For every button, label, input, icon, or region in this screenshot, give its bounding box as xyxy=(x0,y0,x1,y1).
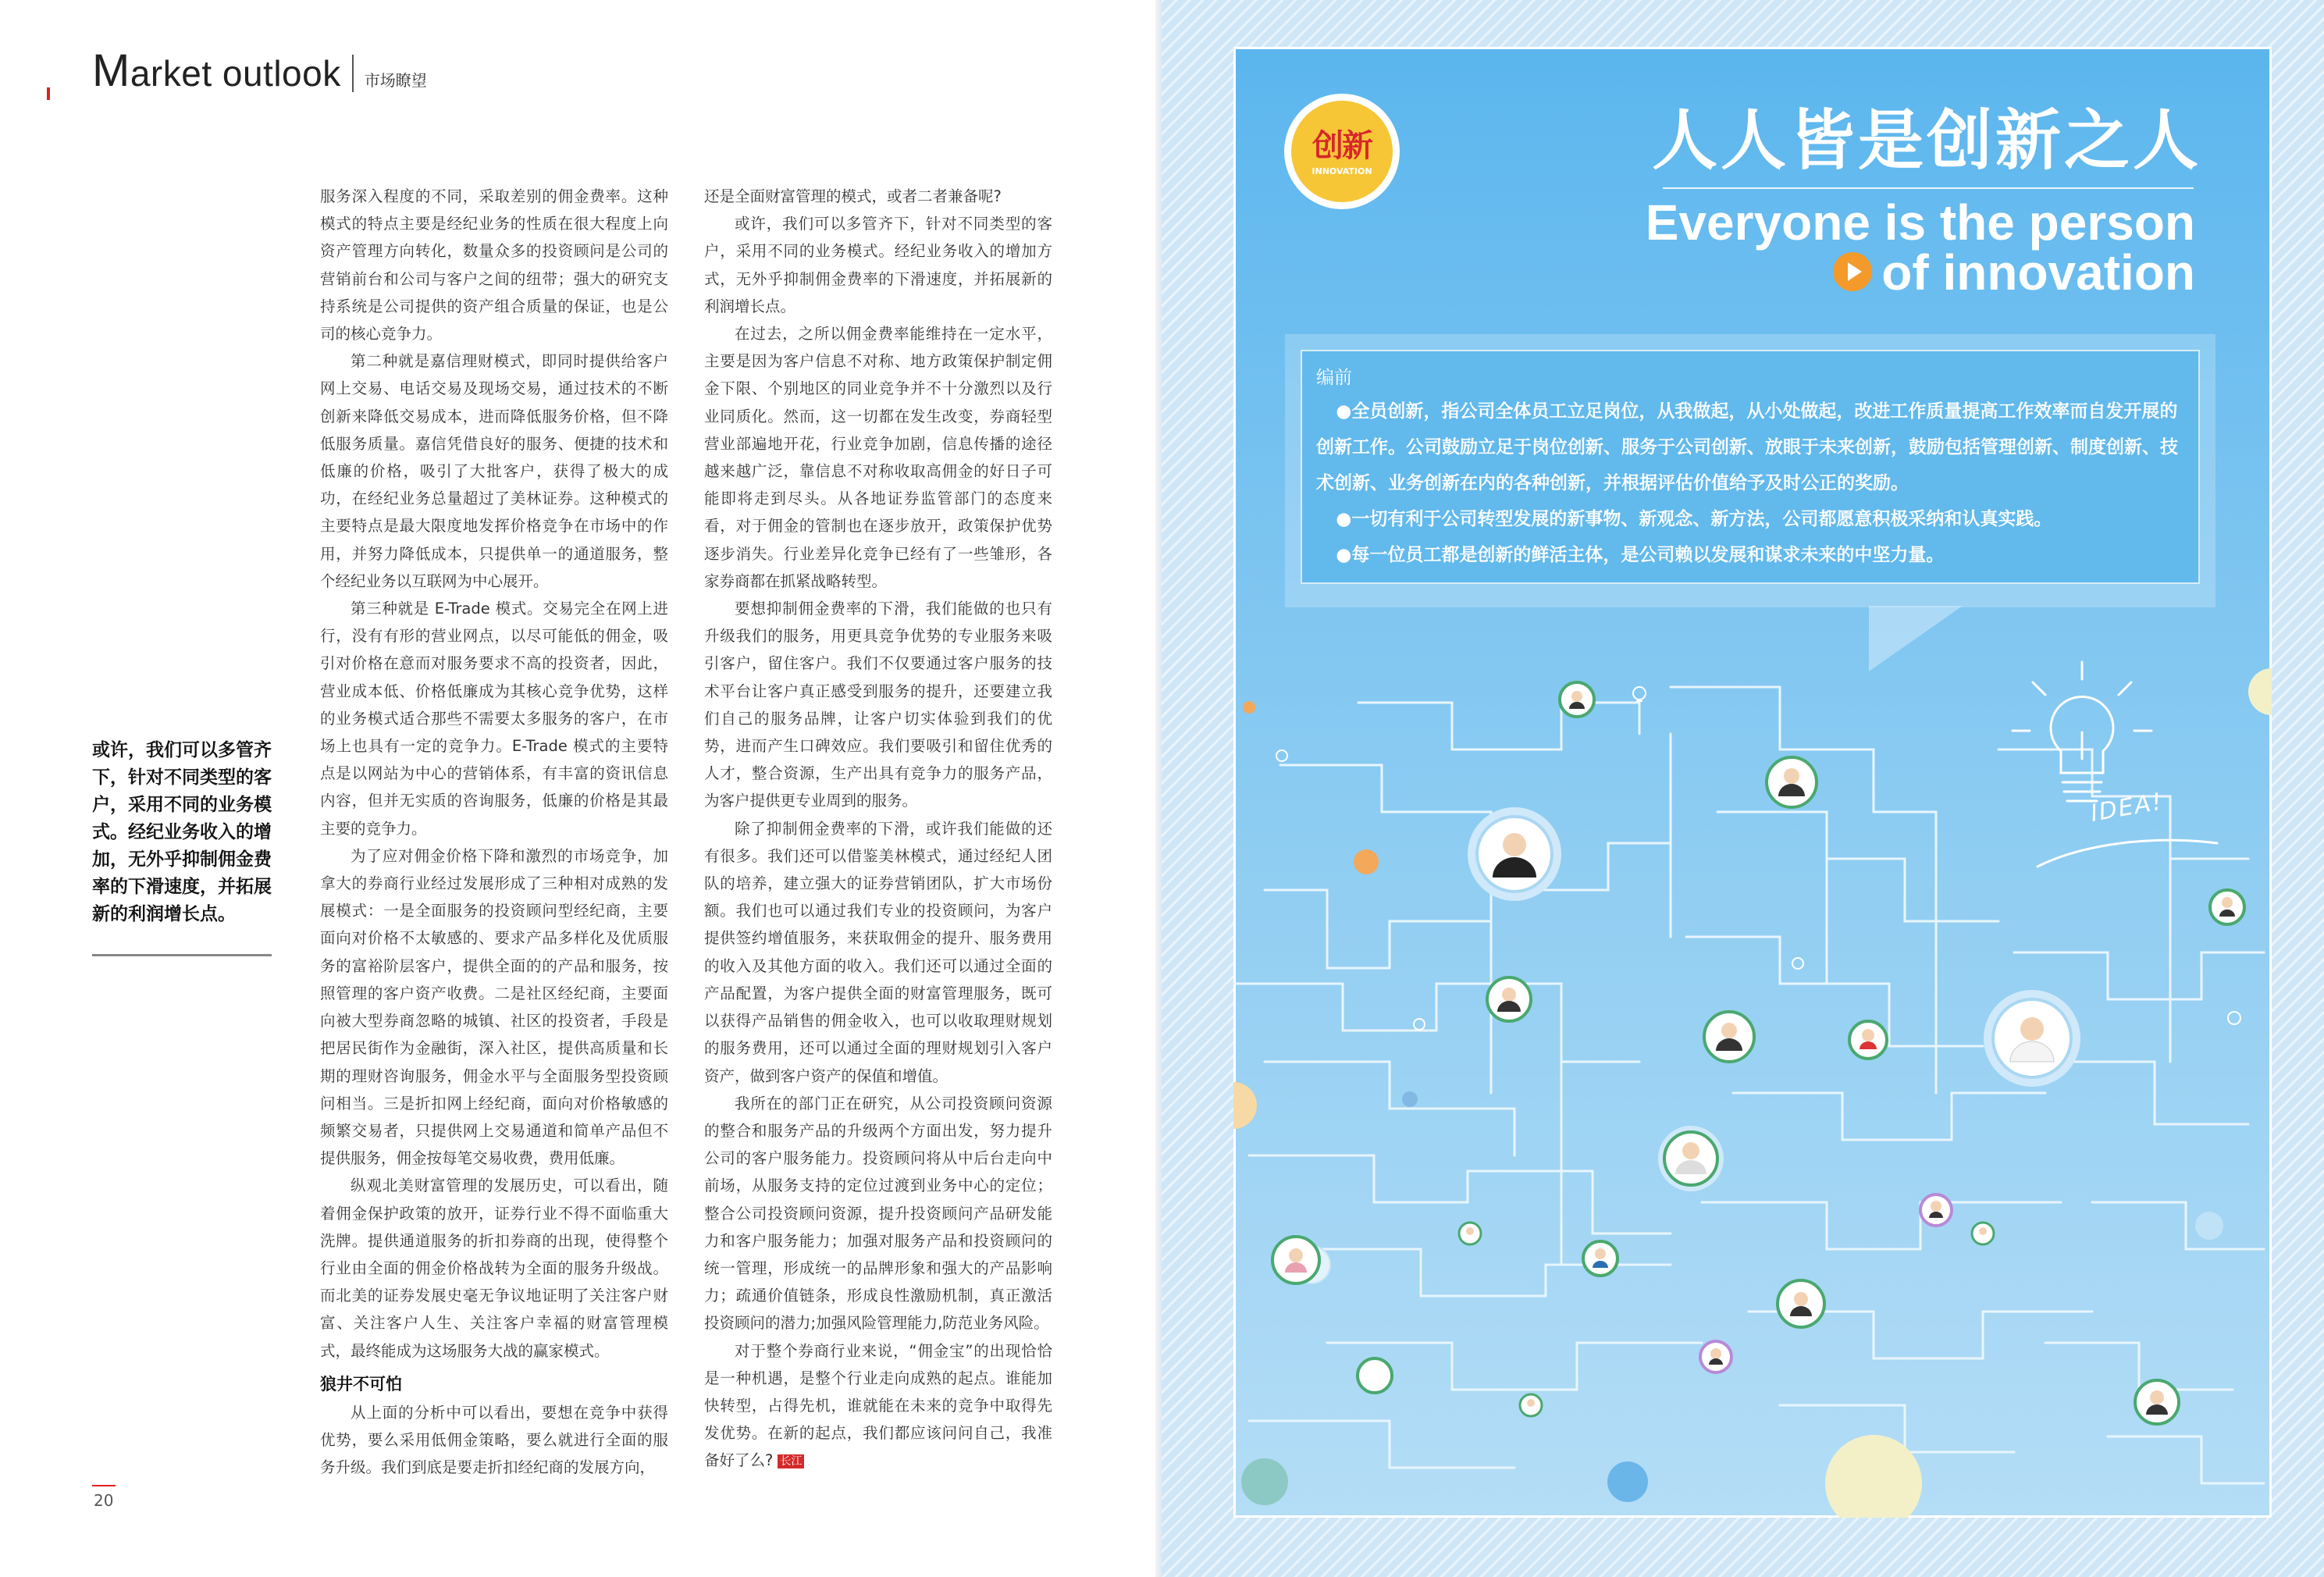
badge-text: 创新 xyxy=(1312,127,1372,164)
paragraph: 除了抑制佣金费率的下滑，或许我们能做的还有很多。我们还可以借鉴美林模式，通过经纪人团队的培养，建立强大的证券营销团队，扩大市场份额。我们也可以通过我们专业的投资顾问，为客户提供签约增值服务，来获取佣金的提升、服务费用的收入及其他方面的收入。我们还可以通过全面的产品配置，为客户提供全面的财富管理服务，既可以获得产品销售的佣金收入，也可以收取理财规划的服务费用，还可以通过全面的理财规划引入客户资产，做到客户资产的保值和增值。 xyxy=(704,819,1052,1085)
editor-bullet: ●每一位员工都是创新的鲜活主体，是公司赖以发展和谋求未来的中坚力量。 xyxy=(1336,545,1945,565)
section-header xyxy=(92,45,427,96)
avatar xyxy=(1583,1241,1618,1276)
end-mark: 长江 xyxy=(778,1454,804,1468)
avatar xyxy=(1984,990,2080,1087)
header-divider xyxy=(352,55,354,92)
section-title-rest: arket outlook xyxy=(130,53,341,94)
avatar xyxy=(1700,1341,1731,1372)
avatar xyxy=(1520,1394,1542,1416)
paragraph: 要想抑制佣金费率的下滑，我们能做的也只有升级我们的服务，用更具竞争优势的专业服务来吸引客户，留住客户。我们不仅要通过客户服务的技术平台让客户真正感受到服务的提升，还要建立我们自己的服务品牌，让客户切实体验到我们的优势，进而产生口碑效应。我们要吸引和留住优秀的人才，整合资源，生产出具有竞争力的服务产品，为客户提供更专业周到的服务。 xyxy=(704,600,1052,810)
article-column-1 xyxy=(320,183,668,1481)
innovation-badge xyxy=(1284,94,1400,209)
avatar xyxy=(1778,1280,1824,1327)
avatar xyxy=(1767,757,1817,807)
paragraph-text: 对于整个券商行业来说，“佣金宝”的出现恰恰是一种机遇，是整个行业走向成熟的起点。谁能加快转型，占得先机，谁就能在未来的竞争中取得先发优势。在新的起点，我们都应该问问自己，我准备好了么? xyxy=(704,1341,1052,1470)
avatar xyxy=(1272,1237,1319,1283)
editor-bullet: ●全员创新，指公司全体员工立足岗位，从我做起，从小处做起，改进工作质量提高工作效率而自发开展的创新工作。公司鼓励立足于岗位创新、服务于公司创新、放眼于未来创新，鼓励包括管理创新、制度创新、技术创新、业务创新在内的各种创新，并根据评估价值给予及时公正的奖励。 xyxy=(1316,401,2178,493)
avatar xyxy=(1849,1021,1887,1059)
page-number: 20 xyxy=(94,1491,114,1510)
feature-title-en-line1: Everyone is the person xyxy=(1645,194,2195,251)
section-title-initial: M xyxy=(92,45,130,96)
badge-disc xyxy=(1291,101,1393,202)
avatar xyxy=(2210,890,2244,924)
paragraph: 还是全面财富管理的模式，或者二者兼备呢? xyxy=(704,187,1002,205)
subheading: 狼井不可怕 xyxy=(320,1374,402,1394)
article-column-2 xyxy=(704,183,1052,1475)
paragraph: 或许，我们可以多管齐下，针对不同类型的客户，采用不同的业务模式。经纪业务收入的增加方式，无外乎抑制佣金费率的下滑速度，并拓展新的利润增长点。 xyxy=(704,215,1052,315)
avatar xyxy=(1972,1223,1994,1244)
idea-bulb-icon xyxy=(2013,662,2217,867)
avatar xyxy=(1560,682,1594,717)
paragraph xyxy=(704,1337,1052,1475)
paragraph: 服务深入程度的不同，采取差别的佣金费率。这种模式的特点主要是经纪业务的性质在很大程度上向资产管理方向转化，数量众多的投资顾问是公司的营销前台和公司与客户之间的纽带；强大的研究支持系统是公司提供的资产组合质量的保证，也是公司的核心竞争力。 xyxy=(320,187,668,344)
network-svg xyxy=(1233,656,2272,1518)
feature-title-cn: 人人皆是创新之人 xyxy=(1651,101,2201,179)
avatar xyxy=(1704,1012,1754,1062)
editor-note-label: 编前 xyxy=(1316,368,1352,388)
section-title-cn: 市场瞭望 xyxy=(364,71,427,90)
avatar xyxy=(1658,1126,1724,1191)
left-page xyxy=(0,0,1155,1577)
paragraph: 第二种就是嘉信理财模式，即同时提供给客户网上交易、电话交易及现场交易，通过技术的不断创新来降低交易成本，进而降低服务价格，但不降低服务质量。嘉信凭借良好的服务、便捷的技术和低廉的价格，吸引了大批客户，获得了极大的成功，在经纪业务总量超过了美林证券。这种模式的主要特点是最大限度地发挥价格竞争在市场中的作用，并努力降低成本，只提供单一的通道服务，整个经纪业务以互联网为中心展开。 xyxy=(320,352,668,590)
avatar xyxy=(2135,1380,2179,1424)
editor-note xyxy=(1301,350,2200,584)
play-icon xyxy=(1833,252,1872,291)
pull-quote-rule xyxy=(92,954,272,956)
title-rule xyxy=(1663,187,2194,189)
paragraph: 在过去，之所以佣金费率能维持在一定水平，主要是因为客户信息不对称、地方政策保护制定佣金下限、个别地区的同业竞争并不十分激烈以及行业同质化。然而，这一切都在发生改变，券商轻型营业部遍地开花，行业竞争加剧，信息传播的途径越来越广泛，靠信息不对称收取高佣金的好日子可能即将走到尽头。从各地证券监管部门的态度来看，对于佣金的管制也在逐步放开，政策保护优势逐步消失。行业差异化竞争已经有了一些雏形，各家券商都在抓紧战略转型。 xyxy=(704,325,1052,590)
page-number-rule xyxy=(92,1485,116,1486)
avatar xyxy=(1358,1358,1392,1393)
section-title-en xyxy=(92,45,341,96)
editor-bullet: ●一切有利于公司转型发展的新事物、新观念、新方法，公司都愿意积极采纳和认真实践。 xyxy=(1336,509,2052,529)
red-accent-mark xyxy=(47,87,50,100)
network-illustration xyxy=(1233,656,2272,1518)
pull-quote: 或许，我们可以多管齐下，针对不同类型的客户，采用不同的业务模式。经纪业务收入的增加，无外乎抑制佣金费率的下滑速度，并拓展新的利润增长点。 xyxy=(92,740,272,924)
paragraph: 从上面的分析中可以看出，要想在竞争中获得优势，要么采用低佣金策略，要么就进行全面的服务升级。我们到底是要走折扣经纪商的发展方向， xyxy=(320,1403,668,1477)
badge-subtext: INNOVATION xyxy=(1311,166,1372,176)
avatar xyxy=(1487,977,1531,1021)
paragraph: 我所在的部门正在研究，从公司投资顾问资源的整合和服务产品的升级两个方面出发，努力提升公司的客户服务能力。投资顾问将从中后台走向中前场，从服务支持的定位过渡到业务中心的定位；整合公司投资顾问资源，提升投资顾问产品研发能力和客户服务能力；加强对服务产品和投资顾问的统一管理，形成统一的品牌形象和强大的产品影响力；疏通价值链条，形成良性激励机制，真正激活投资顾问的潜力;加强风险管理能力,防范业务风险。 xyxy=(704,1094,1052,1333)
paragraph: 第三种就是 E-Trade 模式。交易完全在网上进行，没有有形的营业网点，以尽可能低的佣金，吸引对价格在意而对服务要求不高的投资者，因此，营业成本低、价格低廉成为其核心竞争优势，这样的业务模式适合那些不需要太多服务的客户，在市场上也具有一定的竞争力。E-Trade 模式的主要特点是以网站为中心的营销体系，有丰富的资讯信息内容，但并无实质的咨询服务，低廉的价格是其最主要的竞争力。 xyxy=(320,600,668,838)
page-gutter xyxy=(1155,0,1162,1577)
paragraph: 为了应对佣金价格下降和激烈的市场竞争，加拿大的券商行业经过发展形成了三种相对成熟的发展模式：一是全面服务的投资顾问型经纪商，主要面向对价格不太敏感的、要求产品多样化及优质服务的富裕阶层客户，提供全面的的产品和服务，按照管理的客户资产收费。二是社区经纪商，主要面向被大型券商忽略的城镇、社区的投资者，手段是把居民街作为金融街，深入社区，提供高质量和长期的理财咨询服务，佣金水平与全面服务型投资顾问相当。三是折扣网上经纪商，面向对价格敏感的频繁交易者，只提供网上交易通道和简单产品但不提供服务，佣金按每笔交易收费，费用低廉。 xyxy=(320,846,668,1168)
paragraph: 纵观北美财富管理的发展历史，可以看出，随着佣金保护政策的放开，证券行业不得不面临重大洗牌。提供通道服务的折扣券商的出现，使得整个行业由全面的佣金价格战转为全面的服务升级战。而北美的证券发展史毫无争议地证明了关注客户财富、关注客户人生、关注客户幸福的财富管理模式，最终能成为这场服务大战的赢家模式。 xyxy=(320,1177,668,1360)
avatar xyxy=(1468,807,1561,901)
feature-title-en-line2 xyxy=(1608,244,2195,301)
avatar xyxy=(1920,1194,1952,1226)
idea-label: IDEA! xyxy=(2088,788,2166,828)
small-bulb-icons xyxy=(1276,687,2240,1030)
avatar xyxy=(1459,1223,1481,1244)
title-en-line2-text: of innovation xyxy=(1881,244,2195,301)
